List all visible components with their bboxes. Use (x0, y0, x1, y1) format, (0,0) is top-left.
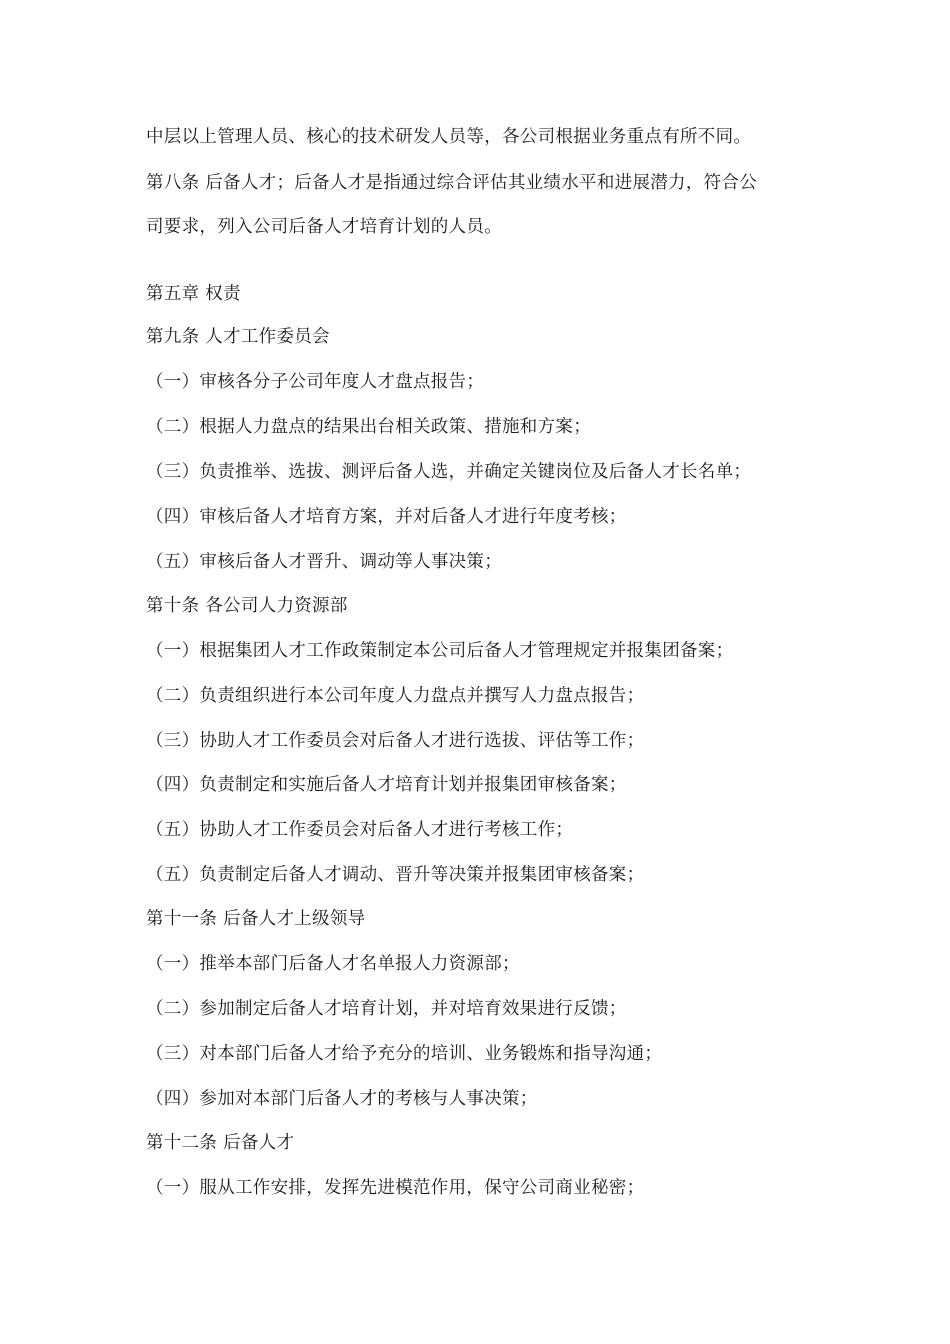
list-item: （二）根据人力盘点的结果出台相关政策、措施和方案； (146, 417, 591, 437)
list-item: （五）负责制定后备人才调动、晋升等决策并报集团审核备案； (146, 865, 645, 885)
list-item: （三）对本部门后备人才给予充分的培训、业务锻炼和指导沟通； (146, 1044, 663, 1064)
chapter-5-heading: 第五章 权责 (146, 284, 241, 304)
list-item: （二）负责组织进行本公司年度人力盘点并撰写人力盘点报告； (146, 686, 645, 706)
list-item: （一）根据集团人才工作政策制定本公司后备人才管理规定并报集团备案； (146, 641, 734, 661)
article-9-heading: 第九条 人才工作委员会 (146, 327, 330, 347)
list-item: （三）负责推举、选拔、测评后备人选，并确定关键岗位及后备人才长名单； (146, 462, 752, 482)
article-11-heading: 第十一条 后备人才上级领导 (146, 909, 366, 929)
list-item: （四）负责制定和实施后备人才培育计划并报集团审核备案； (146, 775, 627, 795)
list-item: （一）审核各分子公司年度人才盘点报告； (146, 372, 485, 392)
list-item: （四）参加对本部门后备人才的考核与人事决策； (146, 1089, 538, 1109)
article-8-heading: 第八条 后备人才；后备人才是指通过综合评估其业绩水平和进展潜力，符合公 (146, 173, 758, 193)
article-12-heading: 第十二条 后备人才 (146, 1133, 295, 1153)
list-item: （一）服从工作安排，发挥先进模范作用，保守公司商业秘密； (146, 1178, 645, 1198)
list-item: （五）协助人才工作委员会对后备人才进行考核工作； (146, 820, 574, 840)
article-10-heading: 第十条 各公司人力资源部 (146, 596, 348, 616)
list-item: （一）推举本部门后备人才名单报人力资源部； (146, 954, 520, 974)
text-line-1: 中层以上管理人员、核心的技术研发人员等，各公司根据业务重点有所不同。 (146, 127, 752, 147)
text-line-3: 司要求，列入公司后备人才培育计划的人员。 (146, 217, 502, 237)
list-item: （四）审核后备人才培育方案，并对后备人才进行年度考核； (146, 507, 627, 527)
list-item: （五）审核后备人才晋升、调动等人事决策； (146, 552, 502, 572)
list-item: （二）参加制定后备人才培育计划，并对培育效果进行反馈； (146, 999, 627, 1019)
list-item: （三）协助人才工作委员会对后备人才进行选拔、评估等工作； (146, 731, 645, 751)
